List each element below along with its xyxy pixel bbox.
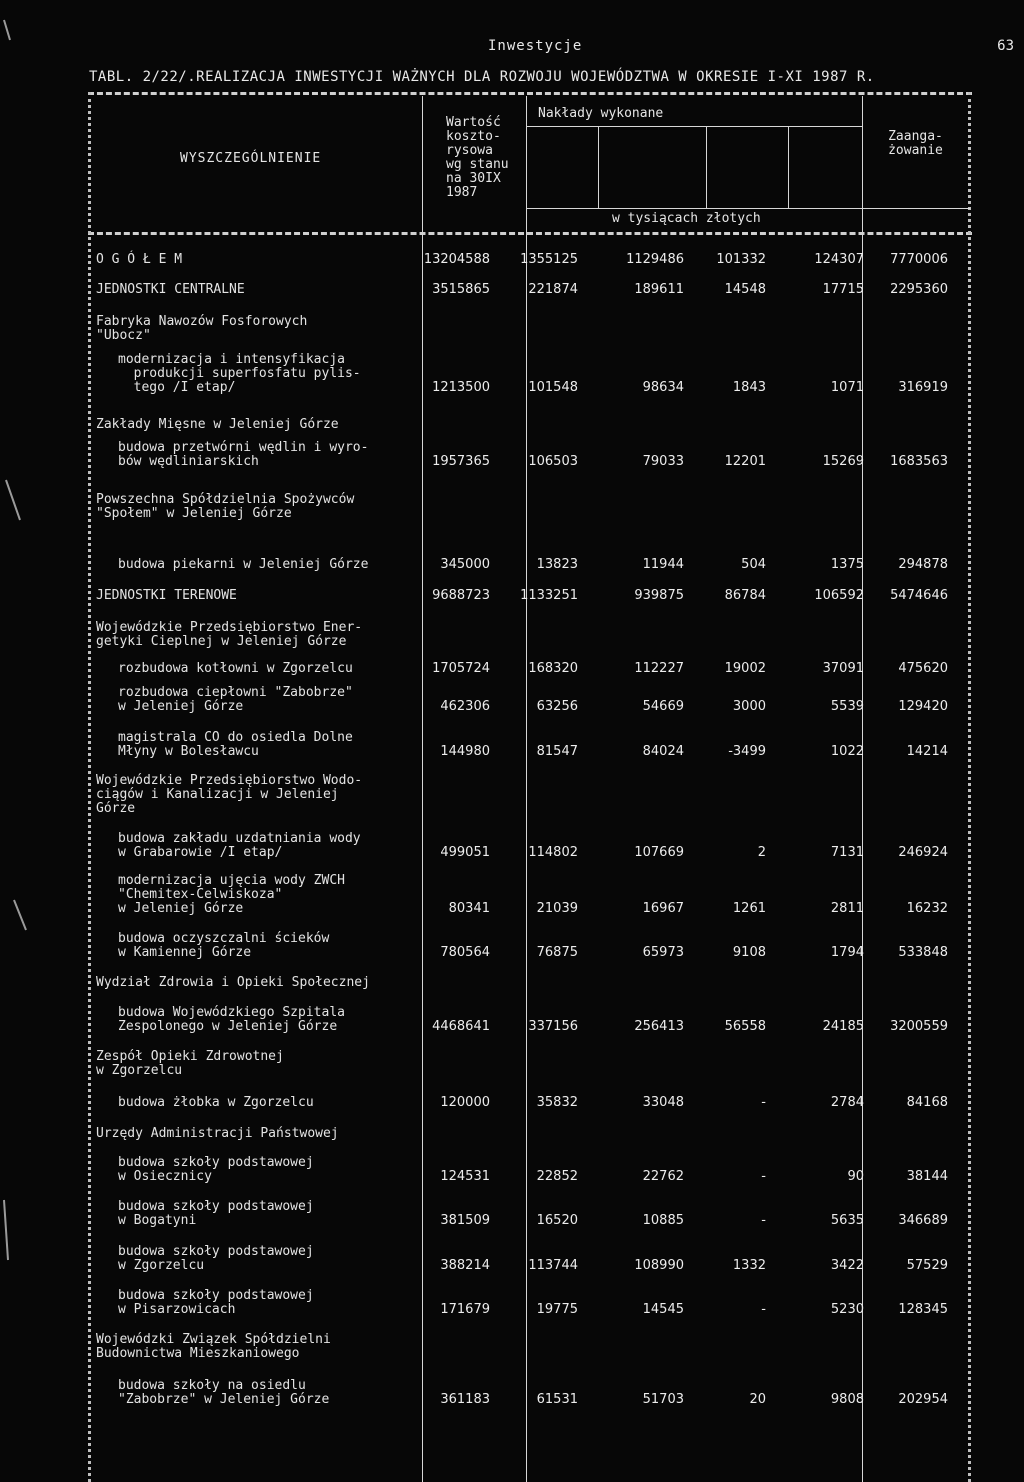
- row-value: 81547: [536, 744, 578, 759]
- row-value: 107669: [634, 845, 684, 860]
- row-value: 84024: [642, 744, 684, 759]
- row-label: Fabryka Nawozów Fosforowych "Ubocz": [96, 314, 308, 343]
- row-value: 256413: [634, 1019, 684, 1034]
- header-cost-value: Wartość koszto- rysowa wg stanu na 30IX 1987: [446, 115, 509, 200]
- row-value: 56558: [724, 1019, 766, 1034]
- row-value: 63256: [536, 699, 578, 714]
- row-value: 35832: [536, 1095, 578, 1110]
- top-dashed-rule: [88, 92, 972, 95]
- row-label: Wojewódzkie Przedsiębiorstwo Ener- getyki Cieplnej w Jeleniej Górze: [96, 620, 363, 649]
- row-label: Zakłady Mięsne w Jeleniej Górze: [96, 417, 339, 432]
- row-label: Powszechna Spółdzielnia Spożywców "Społem" w Jeleniej Górze: [96, 492, 355, 521]
- header-expenditure: Nakłady wykonane: [538, 106, 664, 121]
- row-value: 84168: [906, 1095, 948, 1110]
- row-value: 65973: [642, 945, 684, 960]
- row-value: 21039: [536, 901, 578, 916]
- row-value: 24185: [822, 1019, 864, 1034]
- row-value: 499051: [440, 845, 490, 860]
- row-label: budowa oczyszczalni ścieków w Kamiennej Górze: [118, 931, 330, 960]
- running-head-title: Inwestycje: [488, 38, 583, 54]
- row-value: 19002: [724, 661, 766, 676]
- row-label: Wydział Zdrowia i Opieki Społecznej: [96, 975, 370, 990]
- row-label: budowa żłobka w Zgorzelcu: [118, 1095, 314, 1110]
- row-label: budowa szkoły podstawowej w Pisarzowicach: [118, 1288, 314, 1317]
- col-divider-4: [706, 126, 707, 208]
- header-sub-rule: [526, 126, 862, 127]
- row-value: 5230: [830, 1302, 864, 1317]
- row-value: 2: [757, 845, 766, 860]
- row-label: magistrala CO do osiedla Dolne Młyny w Bolesławcu: [118, 730, 353, 759]
- row-value: 5539: [830, 699, 864, 714]
- row-value: 1129486: [626, 252, 684, 267]
- row-value: 939875: [634, 588, 684, 603]
- row-value: 16967: [642, 901, 684, 916]
- row-value: 246924: [898, 845, 948, 860]
- row-label: rozbudowa ciepłowni "Zabobrze" w Jeleniej Górze: [118, 685, 353, 714]
- row-value: 202954: [898, 1392, 948, 1407]
- row-value: 37091: [822, 661, 864, 676]
- col-divider-2: [526, 96, 527, 1482]
- row-value: 112227: [634, 661, 684, 676]
- row-value: -: [761, 1095, 766, 1110]
- row-label: Zespół Opieki Zdrowotnej w Zgorzelcu: [96, 1049, 284, 1078]
- row-value: 337156: [528, 1019, 578, 1034]
- row-value: 2295360: [890, 282, 948, 297]
- row-value: 79033: [642, 454, 684, 469]
- row-value: 12201: [724, 454, 766, 469]
- row-value: -: [761, 1213, 766, 1228]
- binding-edge-marks: [0, 0, 30, 1482]
- row-value: -3499: [728, 744, 766, 759]
- row-value: 33048: [642, 1095, 684, 1110]
- row-value: -: [761, 1169, 766, 1184]
- row-value: 108990: [634, 1258, 684, 1273]
- row-value: 113744: [528, 1258, 578, 1273]
- row-value: 3200559: [890, 1019, 948, 1034]
- row-value: 14545: [642, 1302, 684, 1317]
- row-value: 101332: [716, 252, 766, 267]
- header-unit: w tysiącach złotych: [612, 211, 761, 226]
- row-label: JEDNOSTKI CENTRALNE: [96, 282, 245, 297]
- col-divider-6: [862, 96, 863, 1482]
- row-value: 1794: [830, 945, 864, 960]
- row-value: 3000: [732, 699, 766, 714]
- row-value: 1133251: [520, 588, 578, 603]
- row-value: 533848: [898, 945, 948, 960]
- row-value: 101548: [528, 380, 578, 395]
- running-head: [0, 38, 1024, 58]
- row-value: 86784: [724, 588, 766, 603]
- row-value: 1332: [732, 1258, 766, 1273]
- row-value: 16520: [536, 1213, 578, 1228]
- row-value: 3422: [830, 1258, 864, 1273]
- row-value: 9688723: [432, 588, 490, 603]
- row-value: 14214: [906, 744, 948, 759]
- row-value: 10885: [642, 1213, 684, 1228]
- row-value: 15269: [822, 454, 864, 469]
- row-value: 129420: [898, 699, 948, 714]
- row-value: 106592: [814, 588, 864, 603]
- row-value: 144980: [440, 744, 490, 759]
- row-value: 80341: [448, 901, 490, 916]
- row-value: 2811: [830, 901, 864, 916]
- row-value: 381509: [440, 1213, 490, 1228]
- row-value: 17715: [822, 282, 864, 297]
- row-label: Wojewódzki Związek Spółdzielni Budownictwa Mieszkaniowego: [96, 1332, 331, 1361]
- row-value: 14548: [724, 282, 766, 297]
- row-value: -: [761, 1302, 766, 1317]
- row-label: JEDNOSTKI TERENOWE: [96, 588, 237, 603]
- row-value: 221874: [528, 282, 578, 297]
- row-value: 22762: [642, 1169, 684, 1184]
- row-value: 4468641: [432, 1019, 490, 1034]
- row-value: 1957365: [432, 454, 490, 469]
- row-value: 1071: [830, 380, 864, 395]
- row-value: 388214: [440, 1258, 490, 1273]
- row-value: 11944: [642, 557, 684, 572]
- row-value: 780564: [440, 945, 490, 960]
- header-commitment: Zaanga- żowanie: [888, 129, 943, 158]
- row-value: 345000: [440, 557, 490, 572]
- row-value: 1683563: [890, 454, 948, 469]
- row-value: 114802: [528, 845, 578, 860]
- row-label: O G Ó Ł E M: [96, 252, 183, 267]
- row-value: 5474646: [890, 588, 948, 603]
- row-value: 1843: [732, 380, 766, 395]
- header-bottom-dashed-rule: [88, 232, 972, 235]
- row-label: modernizacja i intensyfikacja produkcji superfosfatu pylis- tego /I etap/: [118, 352, 361, 395]
- row-value: 1355125: [520, 252, 578, 267]
- row-label: budowa przetwórni wędlin i wyro- bów wędliniarskich: [118, 440, 369, 469]
- row-value: 1261: [732, 901, 766, 916]
- table-title: TABL. 2/22/.REALIZACJA INWESTYCJI WAŻNYCH DLA ROZWOJU WOJEWÓDZTWA W OKRESIE I-XI 1987 R.: [89, 69, 875, 85]
- row-value: 3515865: [432, 282, 490, 297]
- col-divider-5: [788, 126, 789, 208]
- header-unit-rule: [526, 208, 970, 209]
- row-value: 13823: [536, 557, 578, 572]
- row-value: 20: [749, 1392, 766, 1407]
- row-value: 13204588: [423, 252, 490, 267]
- row-value: 9808: [830, 1392, 864, 1407]
- row-label: budowa piekarni w Jeleniej Górze: [118, 557, 369, 572]
- row-value: 462306: [440, 699, 490, 714]
- header-description: WYSZCZEGÓLNIENIE: [180, 151, 322, 166]
- row-label: modernizacja ujęcia wody ZWCH "Chemitex-Celwiskoza" w Jeleniej Górze: [118, 873, 345, 916]
- row-value: 57529: [906, 1258, 948, 1273]
- row-value: 22852: [536, 1169, 578, 1184]
- row-value: 2784: [830, 1095, 864, 1110]
- row-value: 124531: [440, 1169, 490, 1184]
- row-value: 120000: [440, 1095, 490, 1110]
- row-value: 504: [741, 557, 766, 572]
- row-value: 346689: [898, 1213, 948, 1228]
- page-number: 63: [997, 38, 1014, 54]
- row-value: 7770006: [890, 252, 948, 267]
- row-value: 54669: [642, 699, 684, 714]
- row-value: 9108: [732, 945, 766, 960]
- row-label: Wojewódzkie Przedsiębiorstwo Wodo- ciągów i Kanalizacji w Jeleniej Górze: [96, 773, 363, 816]
- row-label: budowa szkoły podstawowej w Osiecznicy: [118, 1155, 314, 1184]
- row-value: 76875: [536, 945, 578, 960]
- row-label: budowa szkoły podstawowej w Bogatyni: [118, 1199, 314, 1228]
- row-label: rozbudowa kotłowni w Zgorzelcu: [118, 661, 353, 676]
- row-value: 51703: [642, 1392, 684, 1407]
- row-value: 189611: [634, 282, 684, 297]
- row-value: 1022: [830, 744, 864, 759]
- row-value: 38144: [906, 1169, 948, 1184]
- row-label: budowa Wojewódzkiego Szpitala Zespolonego w Jeleniej Górze: [118, 1005, 345, 1034]
- row-value: 1213500: [432, 380, 490, 395]
- row-value: 1705724: [432, 661, 490, 676]
- left-border: [88, 92, 91, 1482]
- row-value: 475620: [898, 661, 948, 676]
- row-label: budowa szkoły podstawowej w Zgorzelcu: [118, 1244, 314, 1273]
- row-value: 128345: [898, 1302, 948, 1317]
- row-value: 361183: [440, 1392, 490, 1407]
- col-divider-3: [598, 126, 599, 208]
- row-value: 7131: [830, 845, 864, 860]
- row-value: 61531: [536, 1392, 578, 1407]
- row-label: budowa zakładu uzdatniania wody w Grabarowie /I etap/: [118, 831, 361, 860]
- row-value: 171679: [440, 1302, 490, 1317]
- row-value: 294878: [898, 557, 948, 572]
- row-value: 90: [847, 1169, 864, 1184]
- row-value: 316919: [898, 380, 948, 395]
- row-value: 98634: [642, 380, 684, 395]
- right-border: [968, 92, 971, 1482]
- row-value: 124307: [814, 252, 864, 267]
- row-value: 5635: [830, 1213, 864, 1228]
- row-value: 19775: [536, 1302, 578, 1317]
- col-divider-1: [422, 96, 423, 1482]
- row-value: 168320: [528, 661, 578, 676]
- row-value: 16232: [906, 901, 948, 916]
- row-label: Urzędy Administracji Państwowej: [96, 1126, 339, 1141]
- row-value: 106503: [528, 454, 578, 469]
- row-value: 1375: [830, 557, 864, 572]
- row-label: budowa szkoły na osiedlu "Zabobrze" w Jeleniej Górze: [118, 1378, 330, 1407]
